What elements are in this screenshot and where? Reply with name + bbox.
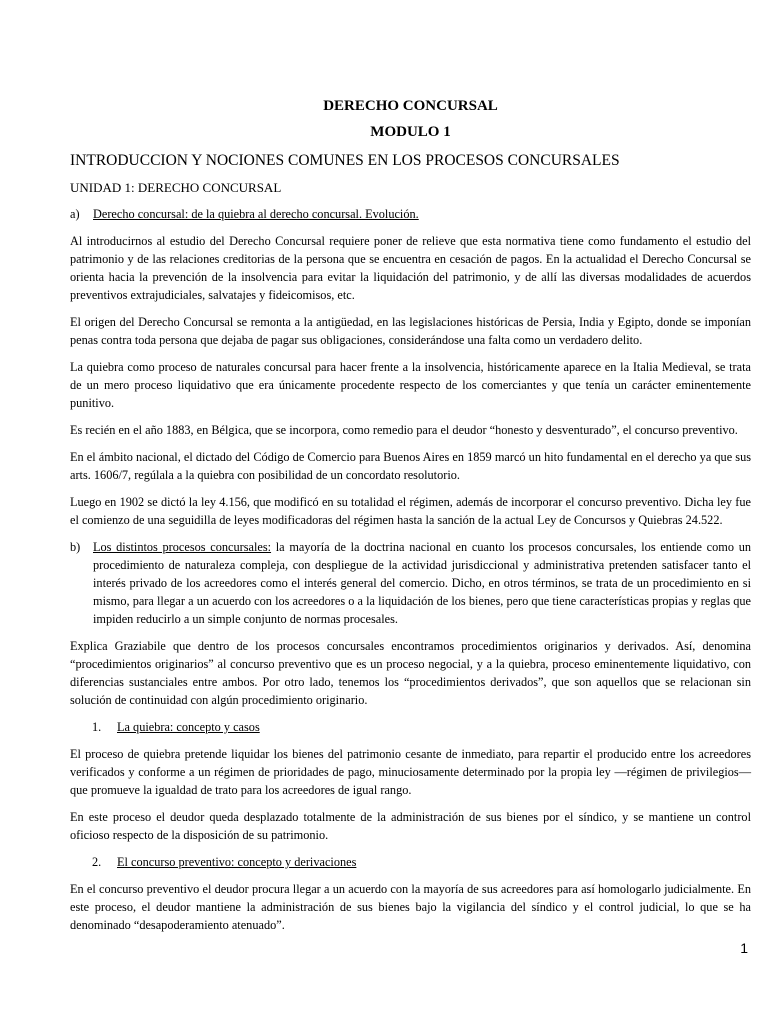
item-1-heading: [70, 718, 751, 736]
paragraph: En el concurso preventivo el deudor procura llegar a un acuerdo con la mayoría de sus acreedores para así homologarlo judicialmente. En este proceso, el deudor mantiene la administración de sus bienes bajo la vigilancia del síndico y el control judicial, lo que se ha denominado “desapoderamiento atenuado”.: [70, 882, 751, 932]
section-b-title: Los distintos procesos concursales:: [93, 540, 272, 554]
section-b-content: [93, 538, 751, 628]
section-b: [70, 538, 751, 628]
module-title: MODULO 1: [370, 124, 451, 140]
item-2-title: El concurso preventivo: concepto y derivaciones: [117, 855, 357, 869]
item-1-marker: 1.: [92, 720, 102, 734]
item-1-title: La quiebra: concepto y casos: [117, 720, 260, 734]
page-number: 1: [740, 940, 748, 956]
paragraph: El origen del Derecho Concursal se remonta a la antigüedad, en las legislaciones históricas de Persia, India y Egipto, donde se imponían penas contra toda persona que dejaba de pagar sus obligaciones, considerándose una falta como un verdadero delito.: [70, 315, 751, 347]
section-b-text: la mayoría de la doctrina nacional en cuanto los procesos concursales, los entiende como un procedimiento de naturaleza compleja, con despliegue de la actividad jurisdiccional y administrativa pretenden satisfacer tanto el interés privado de los acreedores como el interés general del comercio. Dicho, en otros términos, se trata de un procedimiento en si mismo, para llegar a un acuerdo con los acreedores o a la liquidación de los bienes, pero que tiene características propias y reglas que impiden reducirlo a un simple conjunto de normas procesales.: [93, 540, 752, 626]
document-title: DERECHO CONCURSAL: [323, 98, 498, 114]
section-a-marker: a): [70, 207, 80, 221]
intro-heading: INTRODUCCION Y NOCIONES COMUNES EN LOS PROCESOS CONCURSALES: [70, 152, 620, 169]
paragraph: En el ámbito nacional, el dictado del Código de Comercio para Buenos Aires en 1859 marcó un hito fundamental en el derecho ya que sus arts. 1606/7, regúlala a la quiebra con posibilidad de un concordato resolutorio.: [70, 450, 751, 482]
section-a-heading: [70, 205, 751, 223]
item-2-marker: 2.: [92, 855, 102, 869]
section-b-marker: b): [70, 540, 81, 554]
item-2-heading: [70, 853, 751, 871]
paragraph: El proceso de quiebra pretende liquidar los bienes del patrimonio cesante de inmediato, para repartir el producido entre los acreedores verificados y conforme a un régimen de prioridades de pago, minuciosamente determinado por la propia ley —régimen de privilegios— que promueve la igualdad de trato para los acreedores de igual rango.: [70, 747, 751, 797]
paragraph: La quiebra como proceso de naturales concursal para hacer frente a la insolvencia, históricamente aparece en la Italia Medieval, se trata de un mero proceso liquidativo que era únicamente procedente respecto de los comerciantes y que tenía un carácter eminentemente punitivo.: [70, 360, 751, 410]
paragraph: Explica Graziabile que dentro de los procesos concursales encontramos procedimientos originarios y derivados. Así, denomina “procedimientos originarios” al concurso preventivo que es un proceso negocial, y a la quiebra, proceso eminentemente liquidativo, con diferencias sustanciales entre ambos. Por otro lado, tenemos los “procedimientos derivados”, que son aquellos que se relacionan sin solución de continuidad con algún procedimiento originario.: [70, 639, 751, 707]
paragraph: Al introducirnos al estudio del Derecho Concursal requiere poner de relieve que esta normativa tiene como fundamento el estudio del patrimonio y de las relaciones creditorias de la persona que se encuentra en cesación de pagos. En la actualidad el Derecho Concursal se orienta hacia la prevención de la insolvencia para evitar la liquidación del patrimonio, y de allí las diversas modalidades de acuerdos preventivos extrajudiciales, salvatajes y fideicomisos, etc.: [70, 234, 751, 302]
paragraph: En este proceso el deudor queda desplazado totalmente de la administración de sus bienes por el síndico, y se mantiene un control oficioso respecto de la disposición de su patrimonio.: [70, 810, 751, 842]
paragraph: Luego en 1902 se dictó la ley 4.156, que modificó en su totalidad el régimen, además de incorporar el concurso preventivo. Dicha ley fue el comienzo de una seguidilla de leyes modificadoras del régimen hasta la sanción de la actual Ley de Concursos y Quiebras 24.522.: [70, 495, 751, 527]
paragraph: Es recién en el año 1883, en Bélgica, que se incorpora, como remedio para el deudor “honesto y desventurado”, el concurso preventivo.: [70, 423, 738, 437]
unit-heading: UNIDAD 1: DERECHO CONCURSAL: [70, 180, 282, 195]
section-a-title: Derecho concursal: de la quiebra al derecho concursal. Evolución.: [93, 207, 419, 221]
